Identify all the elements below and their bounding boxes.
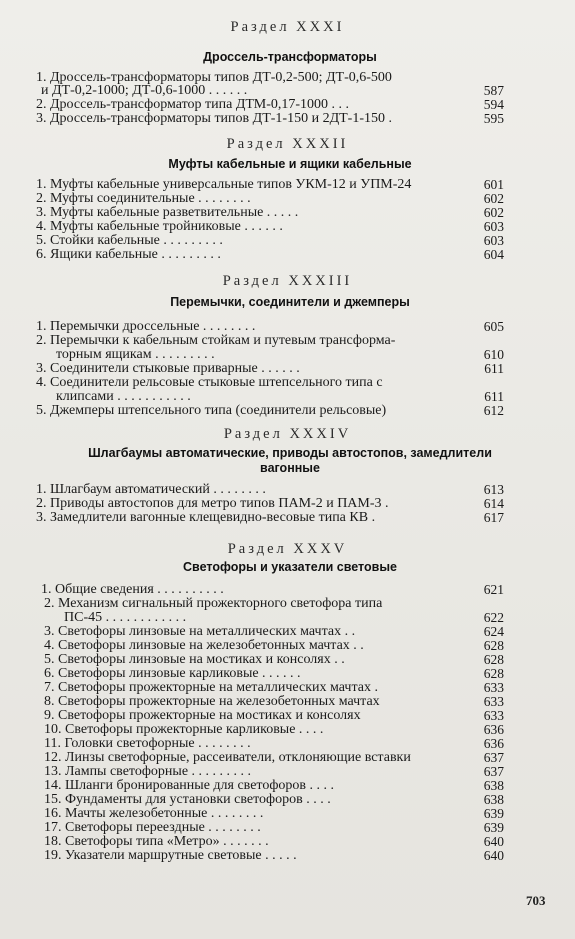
page-number: 602 — [483, 205, 504, 220]
toc-entry: 1. Шлагбаум автоматический . . . . . . . . — [36, 482, 266, 497]
section-heading-xxxv: Светофоры и указатели световые — [183, 560, 397, 574]
page-number: 613 — [483, 482, 504, 497]
page-number: 636 — [483, 736, 504, 751]
page-number: 637 — [483, 750, 504, 765]
toc-entry: 14. Шланги бронированные для светофоров . . . . — [44, 778, 335, 793]
toc-entry: 3. Замедлители вагонные клещевидно-весовые типа КВ . — [36, 510, 376, 525]
toc-entry: торным ящикам . . . . . . . . . — [56, 347, 215, 362]
page-number: 628 — [483, 666, 504, 681]
page-number: 628 — [483, 652, 504, 667]
toc-entry: 4. Светофоры линзовые на железобетонных мачтах . . — [44, 638, 364, 653]
section-heading-xxxii: Муфты кабельные и ящики кабельные — [168, 157, 412, 171]
toc-entry: 4. Муфты кабельные тройниковые . . . . . . — [36, 219, 283, 234]
page-number: 633 — [483, 708, 504, 723]
toc-entry: 17. Светофоры переездные . . . . . . . . — [44, 820, 261, 835]
toc-entry: 12. Линзы светофорные, рассеиватели, отклоняющие вставки — [44, 750, 411, 765]
page-number: 621 — [483, 582, 504, 597]
toc-entry: 1. Общие сведения . . . . . . . . . . — [41, 582, 224, 597]
toc-entry: 5. Стойки кабельные . . . . . . . . . — [36, 233, 223, 248]
page-number: 628 — [483, 638, 504, 653]
toc-entry: 2. Дроссель-трансформатор типа ДТМ-0,17-1000 . . . — [36, 97, 350, 112]
section-title-xxxii: Раздел XXXII — [226, 136, 349, 152]
page-number: 612 — [483, 403, 504, 418]
toc-entry: 3. Дроссель-трансформаторы типов ДТ-1-150 и 2ДТ-1-150 . — [36, 111, 392, 126]
page-number: 633 — [483, 680, 504, 695]
toc-entry: 1. Перемычки дроссельные . . . . . . . . — [36, 319, 256, 334]
toc-entry: 5. Джемперы штепсельного типа (соединители рельсовые) — [36, 403, 387, 418]
toc-entry: 7. Светофоры прожекторные на металлических мачтах . — [44, 680, 378, 695]
toc-entry: 4. Соединители рельсовые стыковые штепсельного типа с — [36, 375, 383, 390]
toc-entry: 3. Соединители стыковые приварные . . . . . . — [36, 361, 300, 376]
toc-entry: 6. Светофоры линзовые карликовые . . . . . . — [44, 666, 301, 681]
page-number: 601 — [483, 177, 504, 192]
toc-entry: 5. Светофоры линзовые на мостиках и консолях . . — [44, 652, 345, 667]
page-number: 637 — [483, 764, 504, 779]
page-folio: 703 — [526, 893, 546, 908]
toc-entry: 10. Светофоры прожекторные карликовые . . . . — [44, 722, 324, 737]
page-number: 638 — [483, 778, 504, 793]
toc-entry: 3. Муфты кабельные разветвительные . . . . . — [36, 205, 299, 220]
section-heading-xxxiv: Шлагбаумы автоматические, приводы автостопов, замедлители вагонные — [88, 446, 492, 475]
toc-entry: 1. Муфты кабельные универсальные типов УКМ-12 и УПМ-24 — [36, 177, 412, 192]
toc-entry: 18. Светофоры типа «Метро» . . . . . . . — [44, 834, 269, 849]
page-number: 611 — [484, 361, 504, 376]
page-number: 604 — [483, 247, 504, 262]
toc-entry: 15. Фундаменты для установки светофоров . . . . — [44, 792, 331, 807]
toc-entry: 16. Мачты железобетонные . . . . . . . . — [44, 806, 264, 821]
page-number: 640 — [483, 834, 504, 849]
toc-entry: 2. Муфты соединительные . . . . . . . . — [36, 191, 251, 206]
page-number: 638 — [483, 792, 504, 807]
section-heading-xxxiii: Перемычки, соединители и джемперы — [170, 295, 410, 309]
page-number: 603 — [483, 219, 504, 234]
toc-entry: 1. Дроссель-трансформаторы типов ДТ-0,2-500; ДТ-0,6-500 — [36, 70, 392, 85]
section-title-xxxiv: Раздел XXXIV — [223, 426, 352, 442]
page-number: 639 — [483, 806, 504, 821]
page-number: 595 — [483, 111, 504, 126]
toc-entry: 9. Светофоры прожекторные на мостиках и консолях — [44, 708, 361, 723]
page-number: 614 — [483, 496, 504, 511]
toc-entry: ПС-45 . . . . . . . . . . . . — [64, 610, 187, 625]
page-number: 636 — [483, 722, 504, 737]
section-title-xxxv: Раздел XXXV — [227, 541, 348, 557]
toc-entry: 11. Головки светофорные . . . . . . . . — [44, 736, 251, 751]
page-number: 611 — [484, 389, 504, 404]
page-number: 624 — [483, 624, 504, 639]
page-number: 587 — [483, 83, 504, 98]
toc-entry: 6. Ящики кабельные . . . . . . . . . — [36, 247, 221, 262]
toc-entry: 3. Светофоры линзовые на металлических мачтах . . — [44, 624, 356, 639]
section-title-xxxi: Раздел XXXI — [230, 19, 345, 35]
toc-entry: 2. Приводы автостопов для метро типов ПАМ-2 и ПАМ-3 . — [36, 496, 389, 511]
toc-entry: 13. Лампы светофорные . . . . . . . . . — [44, 764, 252, 779]
toc-entry: 8. Светофоры прожекторные на железобетонных мачтах — [44, 694, 380, 709]
toc-entry: клипсами . . . . . . . . . . . — [56, 389, 191, 404]
section-heading-xxxi: Дроссель-трансформаторы — [203, 50, 377, 64]
page-number: 603 — [483, 233, 504, 248]
page-number: 594 — [483, 97, 504, 112]
page-number: 640 — [483, 848, 504, 863]
page-number: 602 — [483, 191, 504, 206]
page-number: 633 — [483, 694, 504, 709]
page-number: 617 — [483, 510, 504, 525]
toc-entry: 2. Механизм сигнальный прожекторного светофора типа — [44, 596, 383, 611]
page-number: 622 — [483, 610, 504, 625]
page-number: 639 — [483, 820, 504, 835]
section-title-xxxiii: Раздел XXXIII — [222, 273, 353, 289]
page-number: 610 — [483, 347, 504, 362]
page-number: 605 — [483, 319, 504, 334]
toc-entry: 19. Указатели маршрутные световые . . . . . — [44, 848, 297, 863]
toc-entry: 2. Перемычки к кабельным стойкам и путевым трансформа- — [36, 333, 396, 348]
toc-entry: и ДТ-0,2-1000; ДТ-0,6-1000 . . . . . . — [41, 83, 248, 98]
